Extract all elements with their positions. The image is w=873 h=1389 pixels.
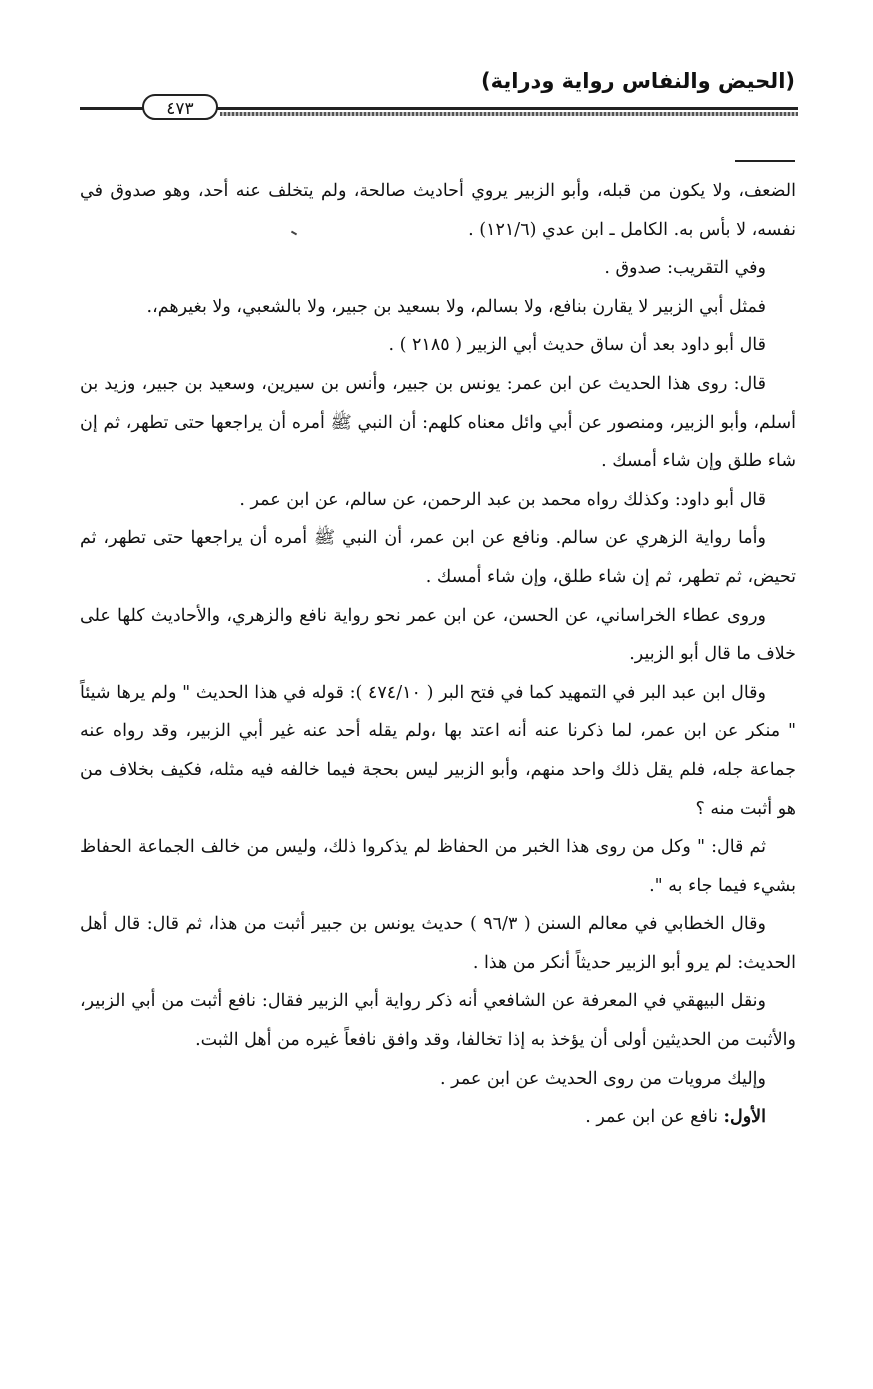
- paragraph: فمثل أبي الزبير لا يقارن بنافع، ولا بسالم، ولا بسعيد بن جبير، ولا بالشعبي، ولا بغيرهم،.: [146, 296, 766, 317]
- paragraph: الضعف، ولا يكون من قبله، وأبو الزبير يروي أحاديث صالحة، ولم يتخلف عنه أحد، وهو صدوق في نفسه، لا بأس به. الكامل ـ ابن عدي (١٢١/٦) .: [80, 181, 796, 240]
- paragraph: وروى عطاء الخراساني، عن الحسن، عن ابن عمر نحو رواية نافع والزهري، والأحاديث كلها على خلاف ما قال أبو الزبير.: [80, 605, 796, 665]
- paragraph: وقال الخطابي في معالم السنن ( ٩٦/٣ ) حديث يونس بن جبير أثبت من هذا، ثم قال: قال أهل الحديث: لم يرو أبو الزبير حديثاً أنكر من هذا .: [80, 914, 796, 973]
- paragraph: وفي التقريب: صدوق .: [604, 258, 766, 279]
- paragraph: وأما رواية الزهري عن سالم. ونافع عن ابن عمر، أن النبي ﷺ أمره أن يراجعها حتى تطهر، ثم تحيض، ثم تطهر، ثم إن شاء طلق، وإن شاء أمسك .: [80, 528, 796, 587]
- paragraph: قال أبو داود بعد أن ساق حديث أبي الزبير ( ٢١٨٥ ) .: [388, 335, 766, 356]
- paragraph: قال أبو داود: وكذلك رواه محمد بن عبد الرحمن، عن سالم، عن ابن عمر .: [239, 489, 766, 510]
- footnote-separator: [735, 160, 795, 162]
- paragraph: قال: روى هذا الحديث عن ابن عمر: يونس بن جبير، وأنس بن سيرين، وسعيد بن جبير، وزيد بن أسلم، وأبو الزبير، ومنصور عن أبي وائل معناه كلهم: أن النبي ﷺ أمره أن يراجعها حتى تطهر، ثم إن شاء طلق وإن شاء أمسك .: [80, 373, 796, 472]
- paragraph: ونقل البيهقي في المعرفة عن الشافعي أنه ذكر رواية أبي الزبير فقال: نافع أثبت من أبي الزبير، والأثبت من الحديثين أولى أن يؤخذ به إذا تخالفا، وقد وافق نافعاً غيره من أهل الثبت.: [80, 991, 796, 1051]
- body-text: [80, 172, 796, 1137]
- page-number: ٤٧٣: [142, 94, 218, 120]
- paragraph: وقال ابن عبد البر في التمهيد كما في فتح البر ( ٤٧٤/١٠ ): قوله في هذا الحديث " ولم يرها شيئاً " منكر عن ابن عمر، لما ذكرنا عنه أنه اعتد بها ،ولم يقله أحد عنه غير أبي الزبير، وقد رواه عنه جماعة جله، فلم يقل ذلك واحد منهم، وأبو الزبير ليس بحجة فيما خالفه فيه مثله، فكيف بخلاف من هو أثبت منه ؟: [80, 682, 796, 819]
- paragraph: وإليك مرويات من روى الحديث عن ابن عمر .: [440, 1068, 766, 1089]
- final-item-lead: الأول:: [723, 1107, 766, 1128]
- final-item-text: نافع عن ابن عمر .: [585, 1107, 724, 1128]
- header-rule-dotted-line: [220, 112, 798, 116]
- paragraph: ثم قال: " وكل من روى هذا الخبر من الحفاظ لم يذكروا ذلك، وليس من خالف الجماعة الحفاظ بشيء فيما جاء به ".: [80, 837, 796, 896]
- final-item: [80, 1098, 796, 1137]
- running-title: (الحيض والنفاس رواية ودراية): [481, 69, 795, 93]
